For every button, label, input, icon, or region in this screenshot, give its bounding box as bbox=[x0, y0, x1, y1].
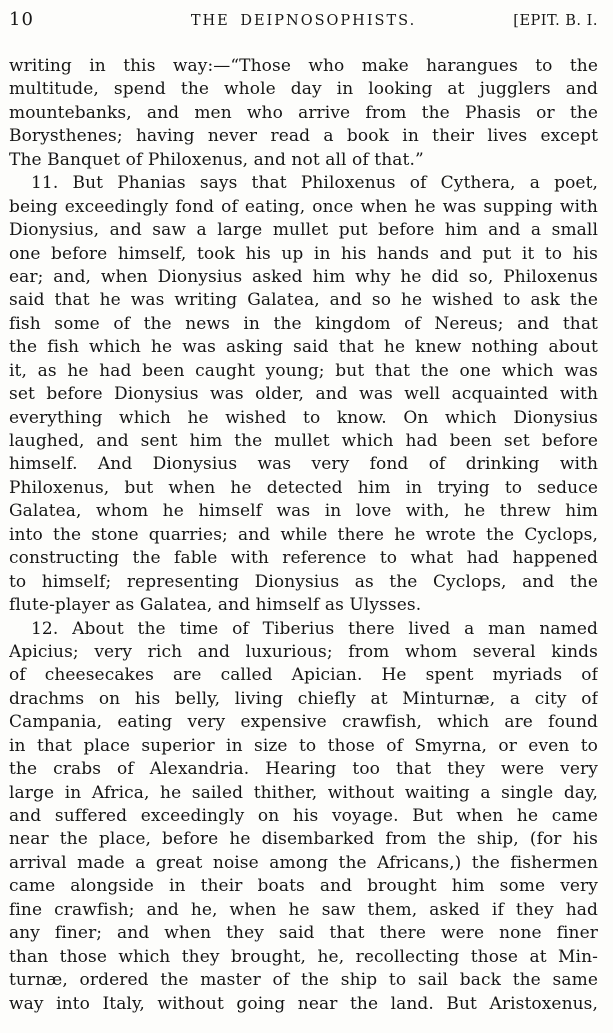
text-line: constructing the fable with reference to what had happened bbox=[9, 548, 598, 569]
text-line: laughed, and sent him the mullet which had been set before bbox=[9, 431, 598, 451]
paragraph bbox=[9, 55, 598, 172]
text-line: Borysthenes; having never read a book in their lives except bbox=[9, 126, 598, 147]
page-text bbox=[9, 55, 598, 1016]
text-line: drachms on his belly, living chiefly at Minturnæ, a city of bbox=[9, 688, 598, 709]
text-line: 12. About the time of Tiberius there lived a man named bbox=[31, 618, 598, 639]
text-line: large in Africa, he sailed thither, without waiting a single day, bbox=[9, 782, 598, 803]
running-head-title: THE DEIPNOSOPHISTS. bbox=[190, 13, 417, 29]
text-line: turnæ, ordered the master of the ship to sail back the same bbox=[9, 970, 598, 991]
text-line: any finer; and when they said that there were none finer bbox=[9, 923, 598, 944]
text-line: flute-player as Galatea, and himself as Ulysses. bbox=[9, 595, 422, 616]
text-line: Apicius; very rich and luxurious; from whom several kinds bbox=[9, 641, 598, 662]
text-line: came alongside in their boats and brought him some very bbox=[9, 876, 598, 897]
text-line: Campania, eating very expensive crawfish, which are found bbox=[9, 712, 598, 733]
text-line: fine crawfish; and he, when he saw them, asked if they had bbox=[9, 899, 598, 920]
text-line: mountebanks, and men who arrive from the Phasis or the bbox=[9, 102, 598, 123]
text-line: in that place superior in size to those of Smyrna, or even to bbox=[9, 735, 598, 756]
paragraph bbox=[9, 618, 598, 1016]
text-line: to himself; representing Dionysius as the Cyclops, and the bbox=[9, 571, 598, 592]
text-line: Philoxenus, but when he detected him in trying to seduce bbox=[9, 477, 598, 498]
text-line: writing in this way:—“Those who make harangues to the bbox=[9, 56, 598, 76]
text-line: everything which he wished to know. On which Dionysius bbox=[9, 407, 598, 428]
running-head bbox=[9, 10, 598, 31]
page-number: 10 bbox=[9, 9, 34, 30]
text-line: and suffered exceedingly on his voyage. But when he came bbox=[9, 806, 598, 826]
text-line: it, as he had been caught young; but that the one which was bbox=[9, 360, 598, 381]
text-line: of cheesecakes are called Apician. He spent myriads of bbox=[9, 665, 598, 686]
text-line: than those which they brought, he, recollecting those at Min- bbox=[9, 946, 598, 967]
text-line: multitude, spend the whole day in looking at jugglers and bbox=[9, 79, 598, 100]
text-line: fish some of the news in the kingdom of Nereus; and that bbox=[9, 313, 598, 334]
text-line: 11. But Phanias says that Philoxenus of Cythera, a poet, bbox=[31, 173, 598, 194]
text-line: ear; and, when Dionysius asked him why he did so, Philoxenus bbox=[9, 266, 598, 287]
text-line: being exceedingly fond of eating, once when he was supping with bbox=[9, 196, 598, 217]
text-line: Dionysius, and saw a large mullet put before him and a small bbox=[9, 220, 598, 241]
text-line: said that he was writing Galatea, and so he wished to ask the bbox=[9, 290, 598, 311]
text-line: one before himself, took his up in his hands and put it to his bbox=[9, 243, 598, 264]
text-line: way into Italy, without going near the land. But Aristoxenus, bbox=[9, 993, 598, 1014]
text-line: set before Dionysius was older, and was well acquainted with bbox=[9, 384, 598, 405]
text-line: The Banquet of Philoxenus, and not all of that.” bbox=[9, 149, 424, 170]
text-line: himself. And Dionysius was very fond of drinking with bbox=[9, 454, 598, 475]
text-line: near the place, before he disembarked from the ship, (for his bbox=[9, 829, 598, 850]
text-line: arrival made a great noise among the Africans,) the fishermen bbox=[9, 852, 598, 873]
text-line: into the stone quarries; and while there he wrote the Cyclops, bbox=[9, 524, 598, 545]
text-line: the crabs of Alexandria. Hearing too that they were very bbox=[9, 759, 598, 780]
text-line: the fish which he was asking said that he knew nothing about bbox=[9, 337, 598, 358]
text-line: Galatea, whom he himself was in love with, he threw him bbox=[9, 501, 598, 522]
running-head-section: [EPIT. B. I. bbox=[513, 13, 598, 29]
paragraph bbox=[9, 172, 598, 617]
